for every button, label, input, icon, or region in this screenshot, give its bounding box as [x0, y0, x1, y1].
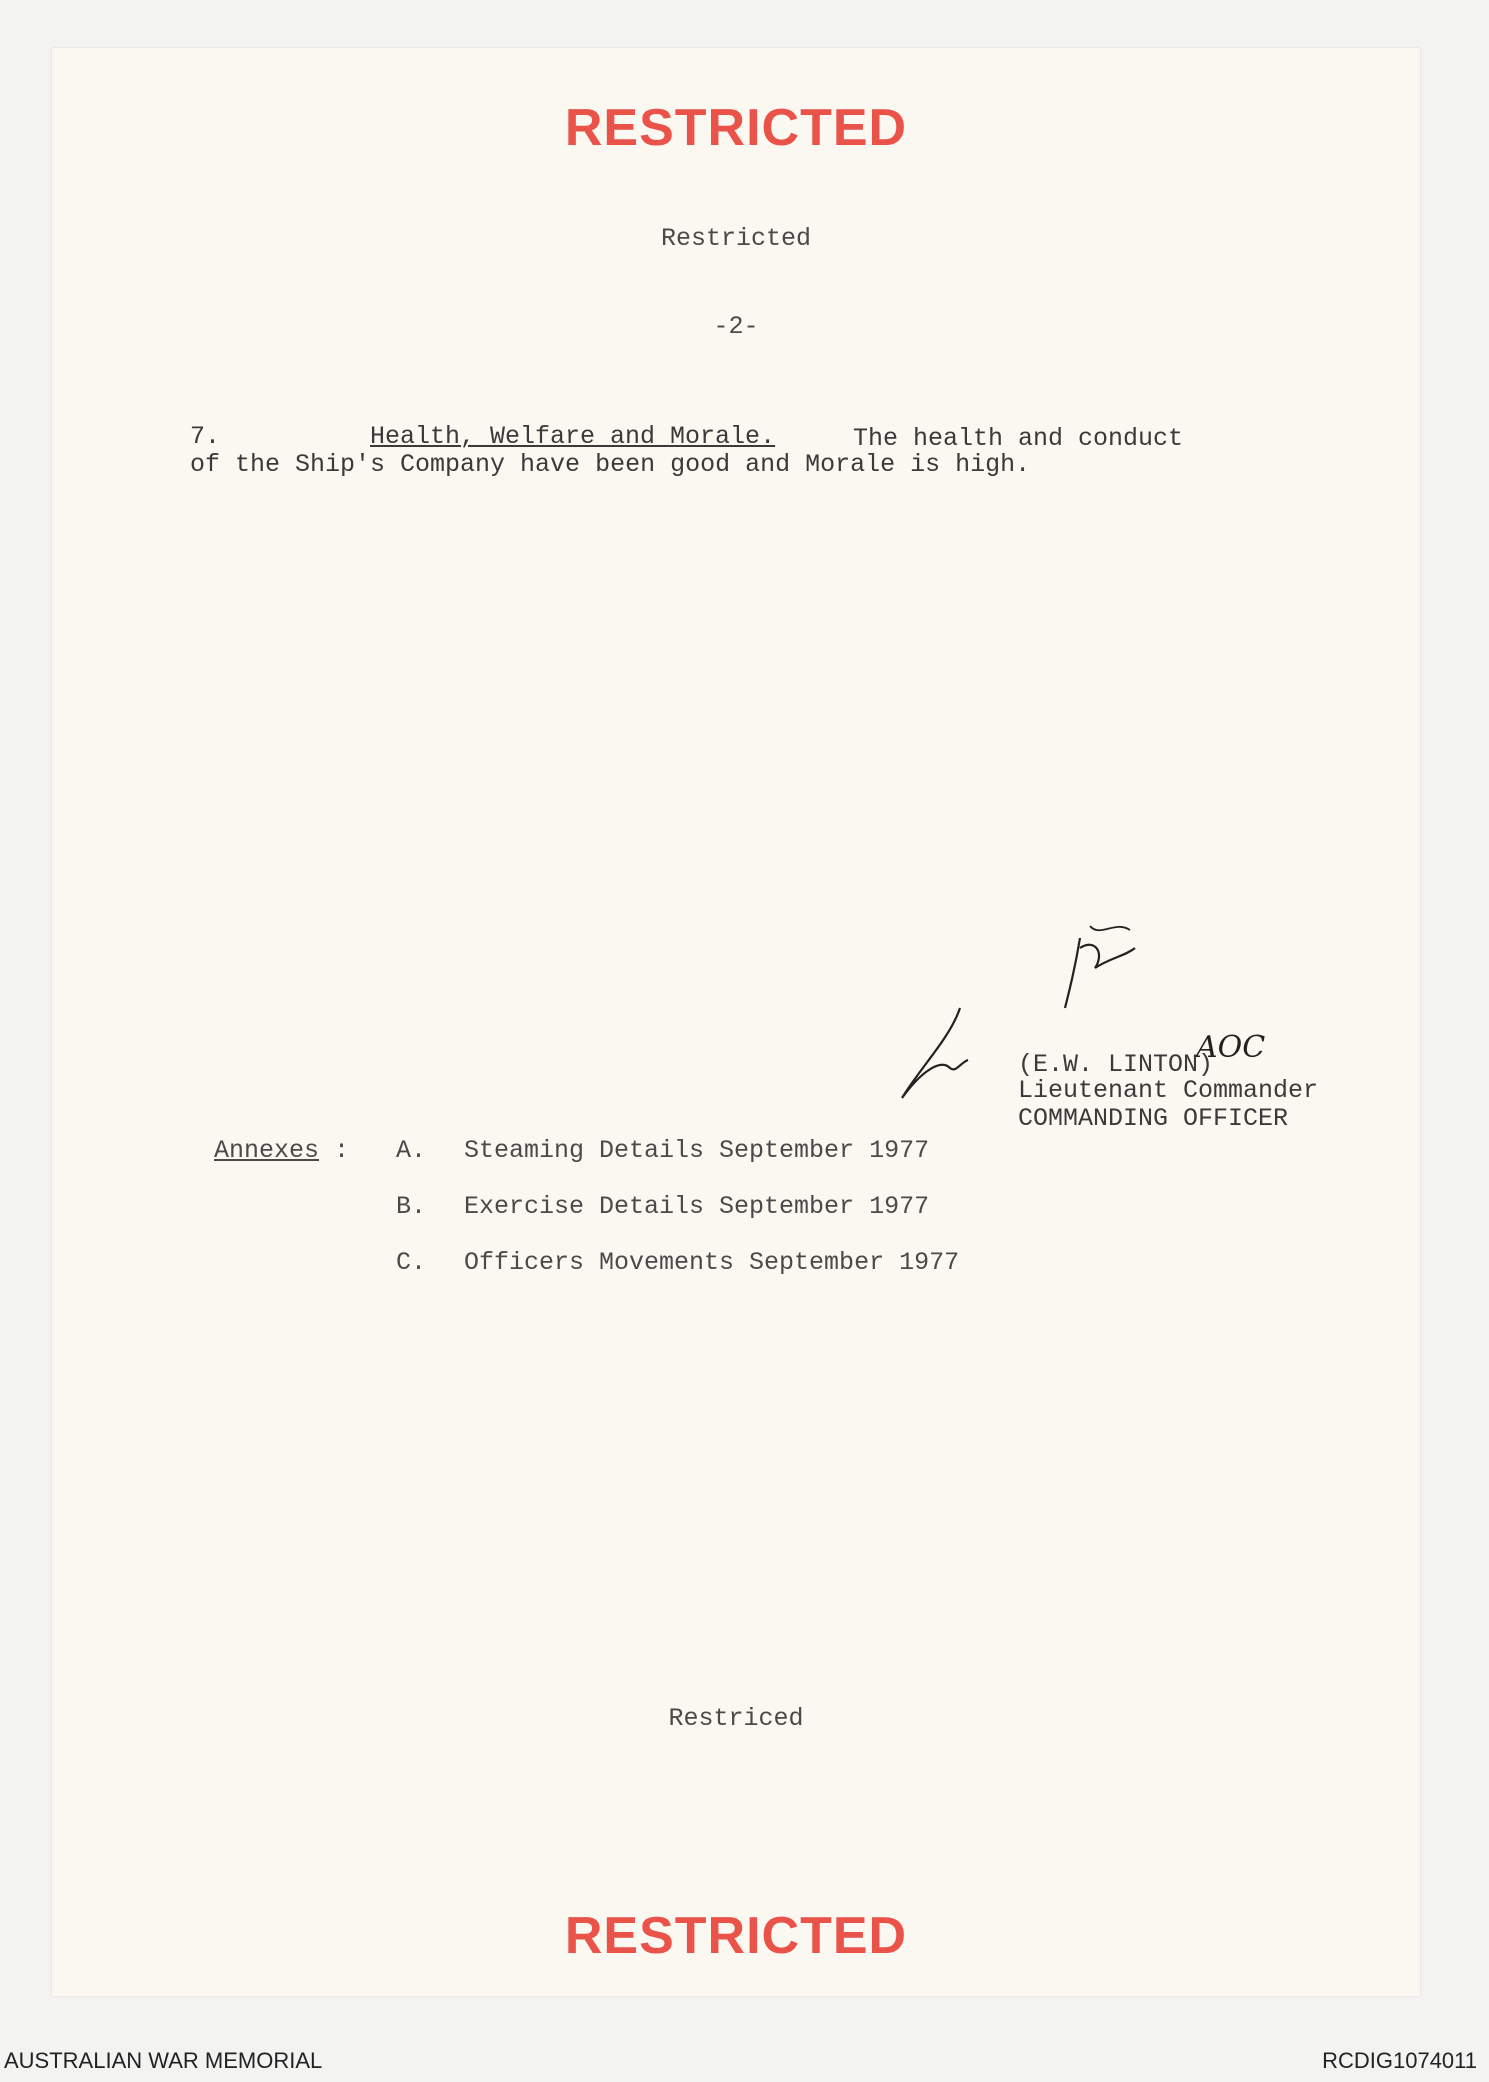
annex-b-letter: B. [396, 1192, 427, 1221]
page-number: -2- [713, 312, 759, 341]
annex-c-text: Officers Movements September 1977 [464, 1248, 960, 1277]
signature-block [880, 908, 1319, 1133]
paragraph-number: 7. [190, 422, 221, 451]
annex-a-text: Steaming Details September 1977 [464, 1136, 930, 1165]
restricted-stamp-bottom: RESTRICTED [564, 1907, 908, 1965]
paragraph-text-line1: The health and conduct [853, 424, 1184, 453]
footer-record-id: RCDIG1074011 [1322, 2048, 1477, 2073]
annexes-label-text: Annexes [214, 1136, 320, 1165]
footer-source: AUSTRALIAN WAR MEMORIAL [4, 2048, 323, 2073]
annex-b-text: Exercise Details September 1977 [464, 1192, 930, 1221]
annexes-label [214, 1136, 349, 1165]
signatory-rank: Lieutenant Commander [1018, 1076, 1319, 1105]
paragraph-text-line2: of the Ship's Company have been good and Morale is high. [190, 450, 1031, 479]
handwritten-suffix: AOC [1196, 1030, 1266, 1065]
annex-c-letter: C. [396, 1248, 427, 1277]
classification-header: Restricted [660, 224, 812, 253]
classification-footer: Restriced [668, 1704, 804, 1733]
document-page [52, 48, 1420, 1996]
signatory-title: COMMANDING OFFICER [1018, 1104, 1289, 1133]
annexes-separator: : [334, 1136, 350, 1165]
restricted-stamp-top: RESTRICTED [564, 99, 908, 157]
paragraph-heading: Health, Welfare and Morale. [370, 422, 776, 451]
signatory-name: (E.W. LINTON) [1018, 1050, 1214, 1079]
annex-a-letter: A. [396, 1136, 427, 1165]
